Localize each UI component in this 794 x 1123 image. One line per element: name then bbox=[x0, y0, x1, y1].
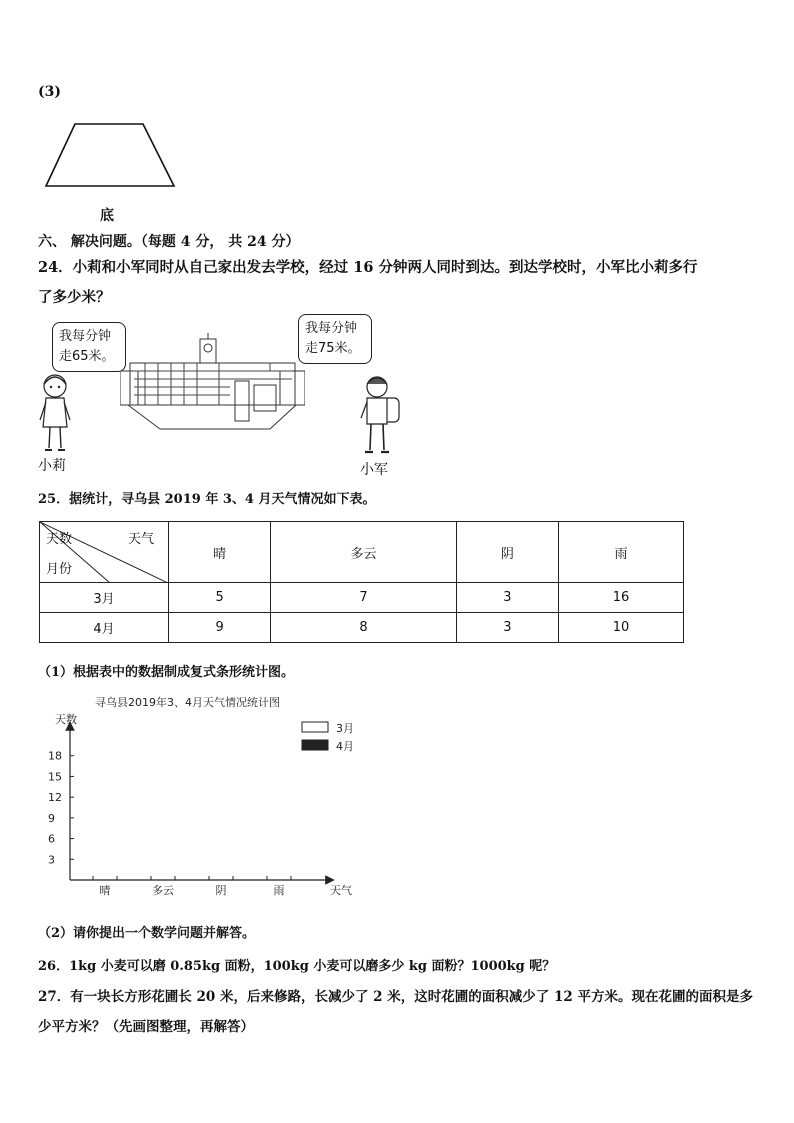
legend-swatch bbox=[302, 740, 328, 750]
part-label: (3) bbox=[38, 84, 61, 100]
trapezoid-shape bbox=[46, 124, 174, 186]
q27-line2: 少平方米？（先画图整理，再解答） bbox=[38, 1019, 254, 1035]
chart-xlabel: 天气 bbox=[330, 884, 352, 897]
y-tick-label: 12 bbox=[48, 791, 62, 805]
column-header: 多云 bbox=[271, 522, 456, 583]
table-cell: 5 bbox=[169, 583, 271, 613]
x-category-label: 多云 bbox=[152, 884, 174, 897]
y-tick-label: 9 bbox=[48, 811, 55, 825]
q27-line1: 27．有一块长方形花圃长 20 米，后来修路，长减少了 2 米，这时花圃的面积减少了 12 平方米。现在花圃的面积是多 bbox=[38, 989, 753, 1005]
table-cell: 9 bbox=[169, 613, 271, 643]
legend-label: 4月 bbox=[336, 740, 354, 753]
q25-sub1: （1）根据表中的数据制成复式条形统计图。 bbox=[38, 665, 295, 680]
bubble-right-line2: 走75米。 bbox=[305, 341, 361, 356]
speech-bubble-left bbox=[52, 322, 126, 372]
table-cell: 3 bbox=[456, 583, 558, 613]
table-row bbox=[40, 583, 684, 613]
header-days: 天数 bbox=[46, 532, 73, 547]
q25-intro: 25．据统计，寻乌县 2019 年 3、4 月天气情况如下表。 bbox=[38, 492, 376, 507]
name-right: 小军 bbox=[360, 462, 388, 478]
y-tick-label: 3 bbox=[48, 853, 55, 867]
x-category-label: 阴 bbox=[215, 884, 227, 897]
girl-illustration bbox=[35, 372, 75, 454]
table-cell: 7 bbox=[271, 583, 456, 613]
diagonal-header-cell bbox=[40, 522, 169, 583]
bubble-right-line1: 我每分钟 bbox=[305, 321, 358, 336]
base-label: 底 bbox=[100, 208, 114, 224]
table-cell: 8 bbox=[271, 613, 456, 643]
header-month: 月份 bbox=[46, 562, 73, 577]
table-header-row bbox=[40, 522, 684, 583]
header-weather: 天气 bbox=[128, 532, 155, 547]
section-heading: 六、 解决问题。（每题 4 分， 共 24 分） bbox=[38, 234, 300, 250]
trapezoid-figure bbox=[40, 118, 185, 193]
school-illustration bbox=[120, 333, 305, 433]
q26-text: 26．1kg 小麦可以磨 0.85kg 面粉，100kg 小麦可以磨多少 kg 面粉？1000kg 呢？ bbox=[38, 959, 556, 974]
q24-line2: 了多少米？ bbox=[38, 289, 111, 306]
y-tick-label: 18 bbox=[48, 749, 62, 763]
bubble-left-line2: 走65米。 bbox=[59, 349, 115, 364]
legend-label: 3月 bbox=[336, 722, 354, 735]
y-tick-label: 15 bbox=[48, 770, 62, 784]
column-header: 雨 bbox=[559, 522, 684, 583]
bubble-left-line1: 我每分钟 bbox=[59, 329, 112, 344]
column-header: 晴 bbox=[169, 522, 271, 583]
chart-title: 寻乌县2019年3、4月天气情况统计图 bbox=[95, 696, 280, 709]
table-row bbox=[40, 613, 684, 643]
table-cell: 10 bbox=[559, 613, 684, 643]
table-cell: 16 bbox=[559, 583, 684, 613]
speech-bubble-right bbox=[298, 314, 372, 364]
x-categories bbox=[93, 876, 291, 897]
chart-ylabel: 天数 bbox=[55, 713, 77, 726]
table-cell: 3 bbox=[456, 613, 558, 643]
name-left: 小莉 bbox=[38, 458, 66, 474]
boy-illustration bbox=[355, 374, 405, 456]
column-header: 阴 bbox=[456, 522, 558, 583]
chart-legend bbox=[302, 722, 354, 753]
q24-line1: 24．小莉和小军同时从自己家出发去学校，经过 16 分钟两人同时到达。到达学校时，小军比小莉多行 bbox=[38, 259, 698, 276]
row-month: 3月 bbox=[40, 583, 169, 613]
q25-sub2: （2）请你提出一个数学问题并解答。 bbox=[38, 926, 256, 941]
row-month: 4月 bbox=[40, 613, 169, 643]
x-category-label: 雨 bbox=[273, 884, 285, 897]
weather-bar-chart bbox=[40, 690, 370, 905]
weather-table bbox=[39, 521, 684, 643]
x-category-label: 晴 bbox=[99, 884, 111, 897]
legend-swatch bbox=[302, 722, 328, 732]
y-tick-label: 6 bbox=[48, 832, 55, 846]
